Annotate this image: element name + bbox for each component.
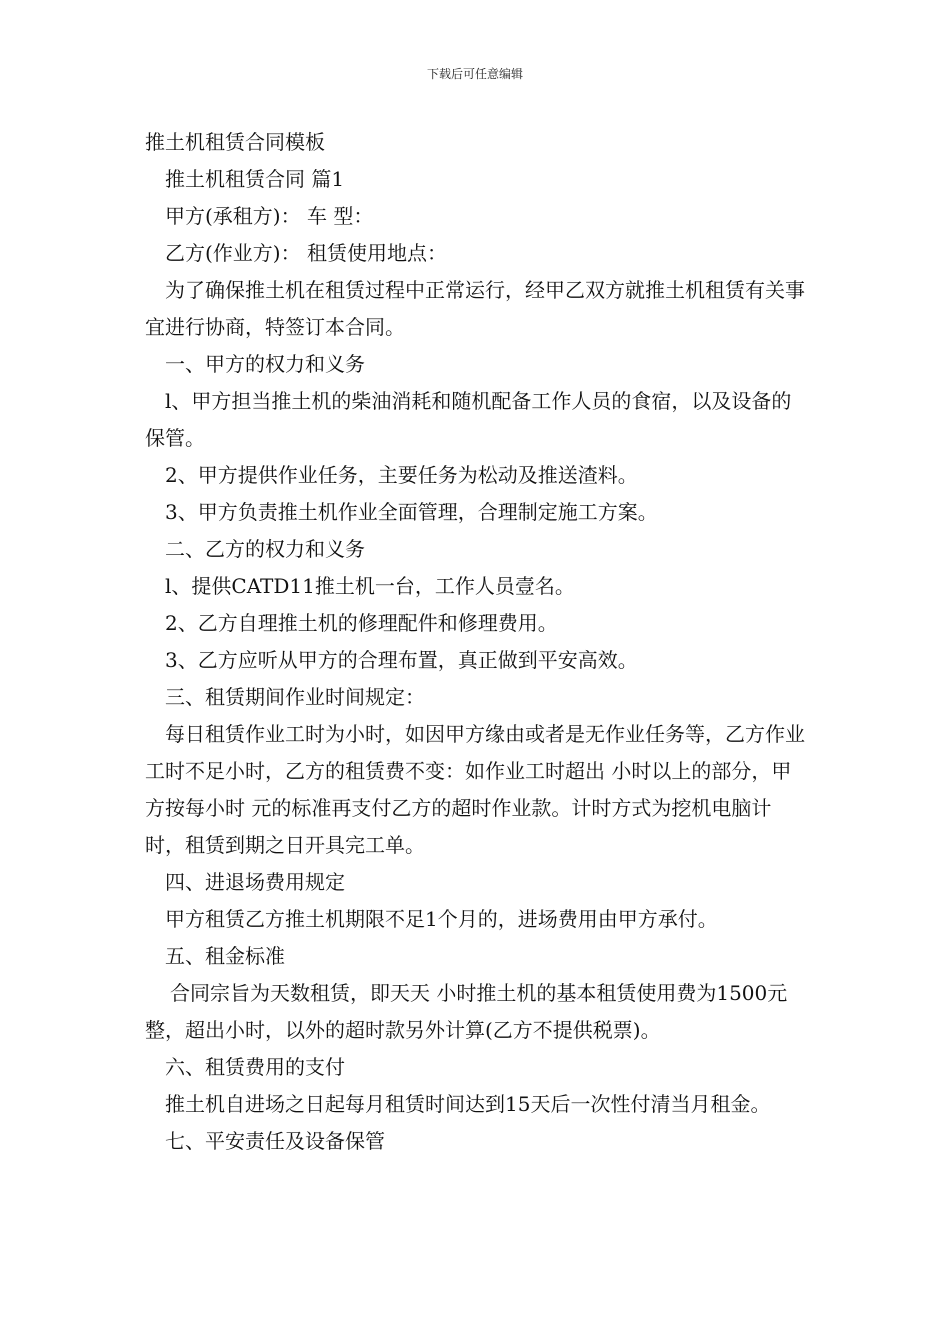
document-title: 推土机租赁合同模板 xyxy=(145,130,325,154)
preamble-paragraph: 为了确保推土机在租赁过程中正常运行，经甲乙双方就推土机租赁有关事宜进行协商，特签订本合同。 xyxy=(145,278,805,339)
clause-3-body: 每日租赁作业工时为小时，如因甲方缘由或者是无作业任务等，乙方作业工时不足小时，乙方的租赁费不变：如作业工时超出 小时以上的部分，甲方按每小时 元的标准再支付乙方的超时作业款。计时方式为挖机电脑计时，租赁到期之日开具完工单。 xyxy=(145,722,805,857)
document-body xyxy=(145,124,810,1160)
section-heading-5: 五、租金标准 xyxy=(165,944,285,968)
party-a-line: 甲方(承租方)： 车 型： xyxy=(165,204,374,228)
section-heading-4: 四、进退场费用规定 xyxy=(165,870,345,894)
clause-4-body: 甲方租赁乙方推土机期限不足1个月的，进场费用由甲方承付。 xyxy=(165,907,718,931)
clause-2-1: l、提供CATD11推土机一台，工作人员壹名。 xyxy=(165,574,575,598)
clause-1-2: 2、甲方提供作业任务，主要任务为松动及推送渣料。 xyxy=(165,463,638,487)
contract-subtitle: 推土机租赁合同 篇1 xyxy=(165,167,345,191)
clause-2-3: 3、乙方应听从甲方的合理布置，真正做到平安高效。 xyxy=(165,648,638,672)
section-heading-2: 二、乙方的权力和义务 xyxy=(165,537,365,561)
clause-1-3: 3、甲方负责推土机作业全面管理，合理制定施工方案。 xyxy=(165,500,658,524)
section-heading-7: 七、平安责任及设备保管 xyxy=(165,1129,385,1153)
party-b-line: 乙方(作业方)： 租赁使用地点： xyxy=(165,241,447,265)
section-heading-6: 六、租赁费用的支付 xyxy=(165,1055,345,1079)
clause-6-body: 推土机自进场之日起每月租赁时间达到15天后一次性付清当月租金。 xyxy=(165,1092,771,1116)
clause-5-body: 合同宗旨为天数租赁，即天天 小时推土机的基本租赁使用费为1500元整，超出小时，以外的超时款另外计算(乙方不提供税票)。 xyxy=(145,981,788,1042)
page-header: 下载后可任意编辑 xyxy=(426,67,523,81)
section-heading-3: 三、租赁期间作业时间规定： xyxy=(165,685,425,709)
section-heading-1: 一、甲方的权力和义务 xyxy=(165,352,365,376)
clause-2-2: 2、乙方自理推土机的修理配件和修理费用。 xyxy=(165,611,558,635)
clause-1-1: l、甲方担当推土机的柴油消耗和随机配备工作人员的食宿，以及设备的保管。 xyxy=(145,389,792,450)
